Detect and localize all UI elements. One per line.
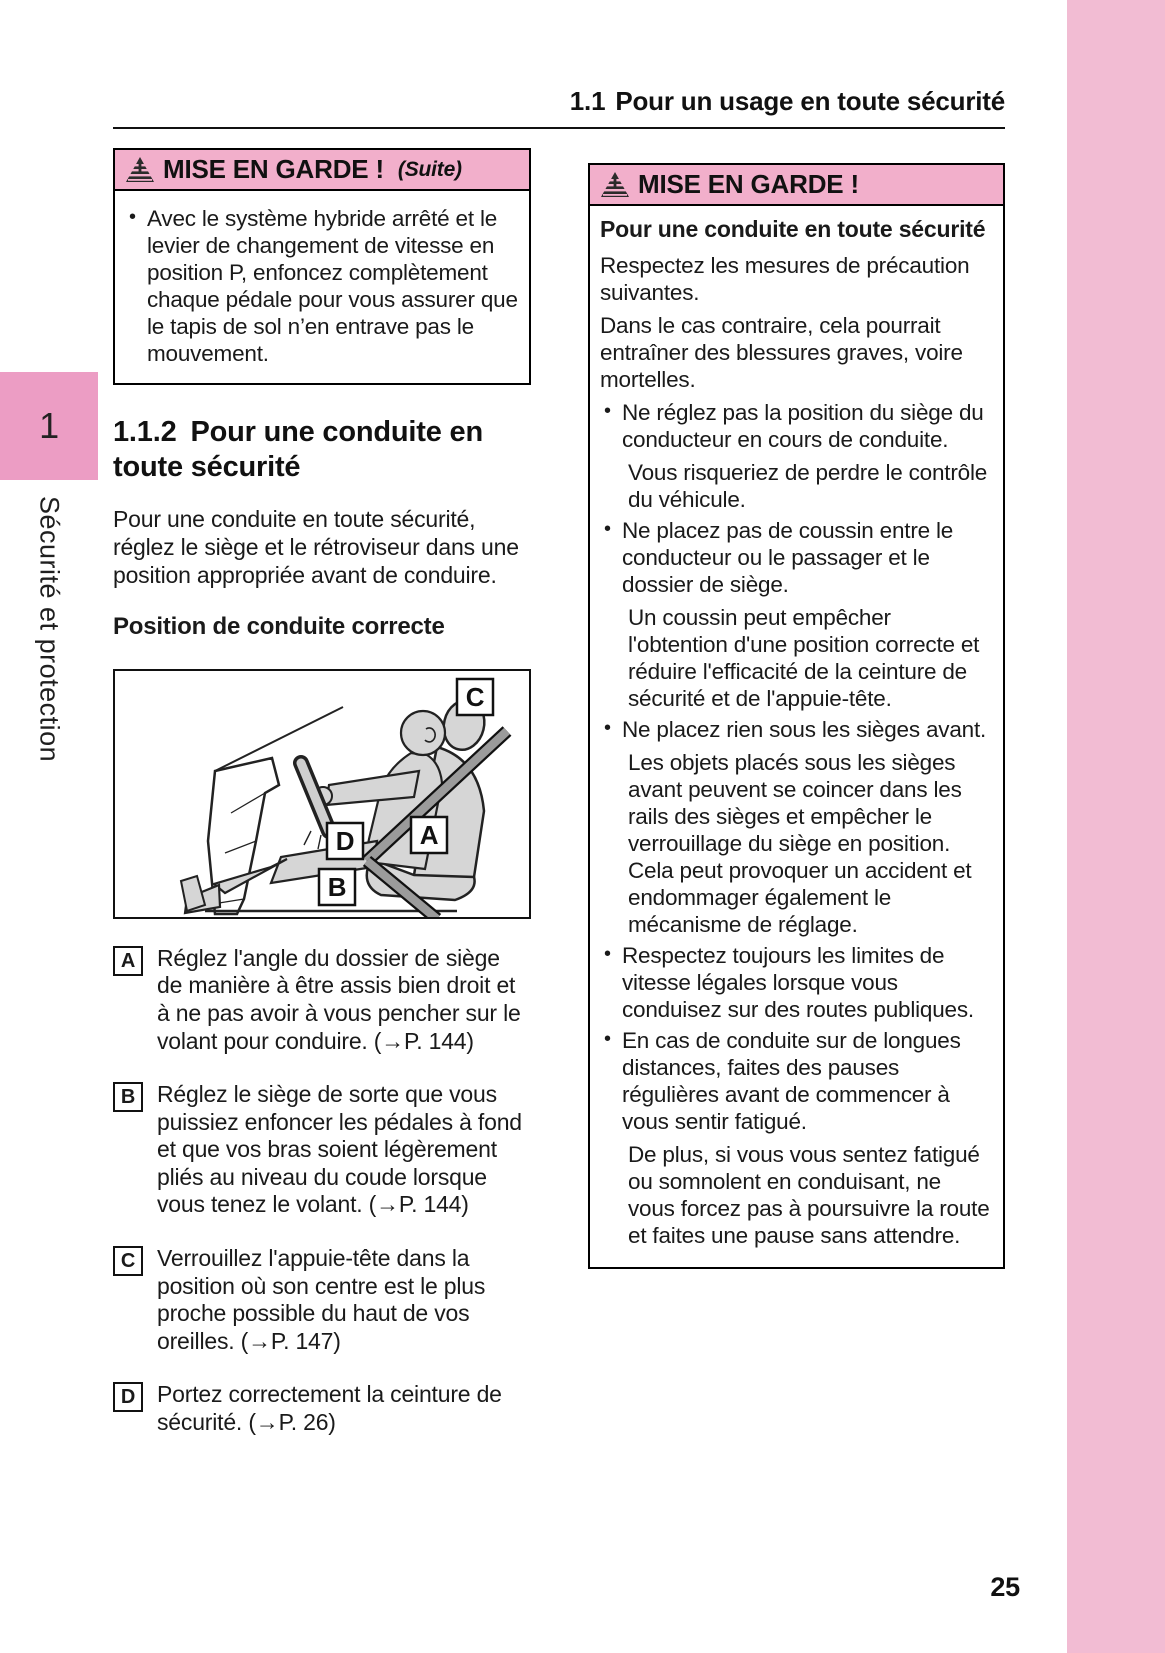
- bullet-text: En cas de conduite sur de longues distances, faites des pauses régulières avant de commencer à vous sentir fatigué.: [622, 1027, 961, 1134]
- pedal: [181, 876, 205, 911]
- figure-label-A: [411, 817, 447, 853]
- item-key-D: D: [113, 1382, 143, 1412]
- warning-box-main: [588, 163, 1005, 1269]
- bullet-dot: •: [129, 206, 136, 228]
- section-title: Pour un usage en toute sécurité: [615, 86, 1005, 116]
- header-divider: [113, 127, 1005, 129]
- item-key-C: C: [113, 1246, 143, 1276]
- page-title: [113, 86, 1005, 117]
- driver-head: [401, 711, 445, 755]
- chapter-sidebar-strip: [1067, 0, 1165, 1653]
- left-column: [113, 148, 531, 1437]
- page-number: 25: [990, 1572, 1020, 1602]
- bullet-dot: •: [604, 1027, 611, 1050]
- list-item-B: [113, 1081, 531, 1219]
- svg-text:D: D: [335, 825, 355, 856]
- svg-text:B: B: [327, 871, 347, 902]
- item-text-C: Verrouillez l'appuie-tête dans la position où son centre est le plus proche possible du haut de vos oreilles. (→P. 147): [157, 1245, 486, 1354]
- warning-bullet: [600, 1027, 993, 1135]
- figure-label-B: [319, 869, 355, 905]
- item-key-B: B: [113, 1082, 143, 1112]
- bullet-note: Les objets placés sous les sièges avant peuvent se coincer dans les rails des sièges et empêcher le verrouillage du siège en position. Cela peut provoquer un accident et endommager également le mécanisme de réglage.: [628, 749, 972, 937]
- bullet-text: Respectez toujours les limites de vitesse légales lorsque vous conduisez sur des routes publiques.: [622, 942, 974, 1022]
- chapter-tab: 1: [0, 372, 98, 480]
- warning-bullet: [125, 205, 519, 367]
- warning-box-main-header: [590, 165, 1003, 206]
- warning-box-continued: [113, 148, 531, 385]
- section-intro: Pour une conduite en toute sécurité, réglez le siège et le rétroviseur dans une position appropriée avant de conduire.: [113, 505, 519, 588]
- warning-bullet: [600, 399, 993, 453]
- bullet-note: De plus, si vous vous sentez fatigué ou somnolent en conduisant, ne vous forcez pas à poursuivre la route et faites une pause sans attendre.: [628, 1141, 990, 1248]
- warning-paragraph: Respectez les mesures de précaution suivantes.: [600, 252, 970, 305]
- windshield-line: [215, 707, 343, 771]
- warning-bullet: [600, 716, 993, 743]
- section-heading: [113, 415, 531, 485]
- list-item-A: [113, 945, 531, 1055]
- bullet-note: Vous risqueriez de perdre le contrôle du véhicule.: [628, 459, 988, 512]
- driving-position-figure: [113, 669, 531, 919]
- warning-suite-label: (Suite): [397, 157, 462, 181]
- section-heading-number: 1.1.2: [113, 416, 177, 448]
- bullet-text: Avec le système hybride arrêté et le levier de changement de vitesse en position P, enfoncez complètement chaque pédale pour vous assurer que le tapis de sol n’en entrave pas le mouvement.: [147, 206, 518, 366]
- item-text-D: Portez correctement la ceinture de sécurité. (→P. 26): [157, 1381, 502, 1436]
- chapter-label-vertical: [0, 496, 98, 762]
- warning-bullet: [600, 517, 993, 598]
- warning-paragraph: Dans le cas contraire, cela pourrait entraîner des blessures graves, voire mortelles.: [600, 312, 963, 392]
- warning-box-main-body: [590, 206, 1003, 1267]
- bullet-dot: •: [604, 942, 611, 965]
- figure-label-D: [327, 823, 363, 859]
- bullet-dot: •: [604, 517, 611, 540]
- warning-triangle-icon: [125, 156, 155, 183]
- list-item-C: [113, 1245, 531, 1355]
- warning-bullet: [600, 942, 993, 1023]
- driving-position-illustration: [115, 671, 529, 917]
- chapter-label-text: Sécurité et protection: [34, 496, 65, 763]
- warning-title: MISE EN GARDE !: [638, 169, 859, 199]
- bullet-text: Ne placez rien sous les sièges avant.: [622, 716, 987, 742]
- section-heading-title: Pour une conduite en toute sécurité: [113, 416, 483, 483]
- svg-text:A: A: [419, 819, 439, 850]
- bullet-note: Un coussin peut empêcher l'obtention d'une position correcte et réduire l'efficacité de la ceinture de sécurité et de l'appuie-tête.: [628, 604, 980, 711]
- item-text-A: Réglez l'angle du dossier de siège de manière à être assis bien droit et à ne pas avoir à vous pencher sur le volant pour conduire. (→P. 144): [157, 944, 521, 1054]
- bullet-dot: •: [604, 399, 611, 422]
- svg-text:C: C: [465, 681, 485, 712]
- bullet-text: Ne placez pas de coussin entre le conducteur ou le passager et le dossier de siège.: [622, 517, 954, 597]
- subheading-driving-position: Position de conduite correcte: [113, 612, 445, 640]
- right-column: [588, 163, 1005, 1269]
- warning-box-continued-header: [115, 150, 529, 191]
- warning-subtitle: Pour une conduite en toute sécurité: [600, 216, 986, 242]
- bullet-text: Ne réglez pas la position du siège du conducteur en cours de conduite.: [622, 399, 984, 452]
- item-text-B: Réglez le siège de sorte que vous puissiez enfoncer les pédales à fond et que vos bras soient légèrement pliés au niveau du coude lorsque vous tenez le volant. (→P. 144): [157, 1081, 522, 1218]
- item-key-A: A: [113, 946, 143, 976]
- section-number: 1.1: [569, 86, 606, 116]
- warning-title: MISE EN GARDE !: [163, 154, 384, 184]
- warning-triangle-icon: [600, 171, 630, 198]
- bullet-dot: •: [604, 716, 611, 739]
- warning-box-continued-body: [115, 191, 529, 383]
- list-item-D: [113, 1381, 531, 1436]
- figure-label-C: [457, 679, 493, 715]
